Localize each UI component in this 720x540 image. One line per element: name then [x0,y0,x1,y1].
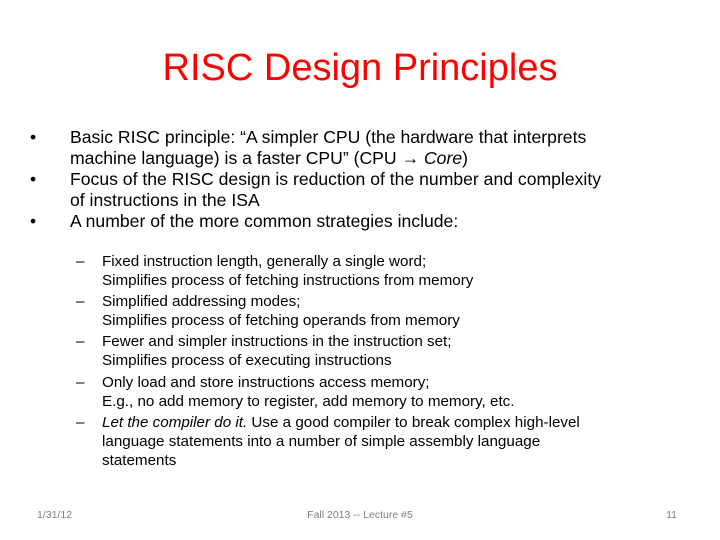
sub-bullet-item [76,252,686,290]
dash-marker: – [76,333,85,351]
sub-bullet-item [76,332,686,370]
bullet-text-italic: Core [423,148,463,168]
sub-bullet-item [76,373,686,411]
sub-bullet-text-line: Simplified addressing modes; [102,293,301,311]
sub-bullet-text-line: statements [102,451,177,469]
bullet-text-line: Focus of the RISC design is reduction of the number and complexity [70,169,602,189]
bullet-text-line: A number of the more common strategies include: [70,211,459,231]
bullet-text-line: of instructions in the ISA [70,190,260,210]
sub-bullet-text-line [102,413,686,432]
bullet-text: machine language) is a faster CPU” (CPU [70,148,402,168]
footer-date: 1/31/12 [37,509,73,521]
slide-title: RISC Design Principles [162,47,558,89]
dash-marker: – [76,253,85,270]
bullet-item [30,169,695,211]
bullet-marker: • [30,211,37,231]
sub-bullet-text-line: Only load and store instructions access memory; [102,373,430,391]
sub-bullet-text-line: Fixed instruction length, generally a single word; [102,253,427,270]
bullet-item [30,127,695,169]
sub-bullet-list [76,252,686,472]
footer-lecture: Fall 2013 -- Lecture #5 [307,509,413,521]
dash-marker: – [76,413,85,431]
bullet-marker: • [30,169,37,189]
main-bullet-list [30,127,695,232]
sub-bullet-text-italic: Let the compiler do it. [102,413,248,431]
footer-page-number: 11 [666,509,677,521]
bullet-text-line: Basic RISC principle: “A simpler CPU (the hardware that interprets [70,127,587,147]
sub-bullet-text-line: E.g., no add memory to register, add memory to memory, etc. [102,392,515,410]
dash-marker: – [76,373,85,391]
bullet-marker: • [30,127,37,147]
bullet-text-line [70,148,695,169]
right-arrow-icon: → [401,148,420,168]
sub-bullet-text-line: Simplifies process of fetching instructions from memory [102,272,474,289]
sub-bullet-text-line: language statements into a number of simple assembly language [102,432,541,450]
sub-bullet-text-line: Fewer and simpler instructions in the instruction set; [102,333,452,351]
bullet-text: ) [462,148,468,168]
sub-bullet-item [76,413,686,470]
sub-bullet-text-line: Simplifies process of fetching operands from memory [102,312,460,330]
sub-bullet-text: Use a good compiler to break complex high-level [247,413,580,431]
sub-bullet-text-line: Simplifies process of executing instructions [102,352,392,370]
bullet-item [30,211,695,232]
sub-bullet-item [76,292,686,330]
dash-marker: – [76,293,85,311]
